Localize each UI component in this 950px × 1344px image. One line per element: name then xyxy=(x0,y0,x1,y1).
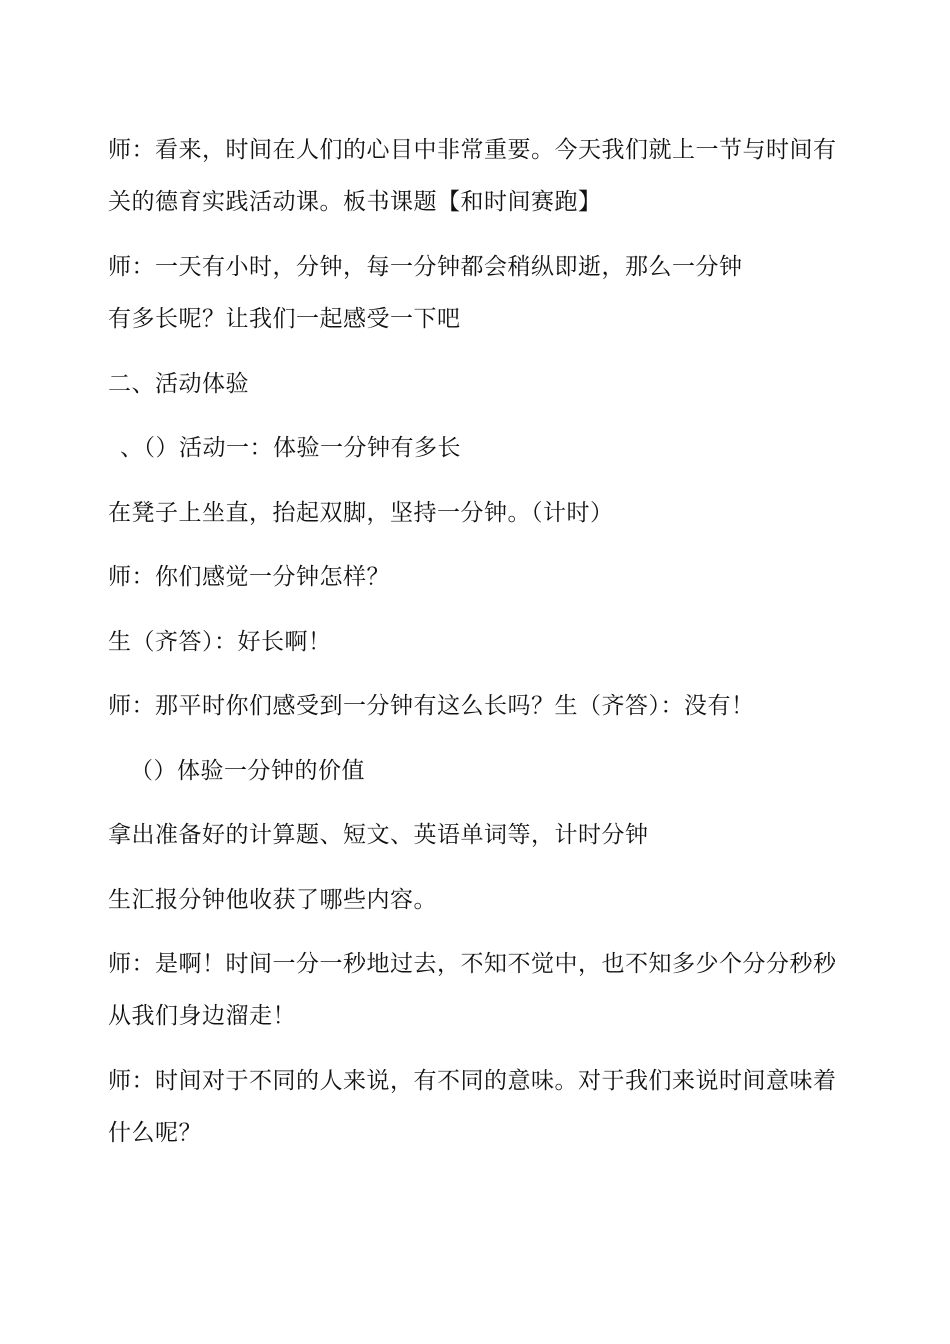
paragraph-line: 师：一天有小时，分钟，每一分钟都会稍纵即逝，那么一分钟 xyxy=(108,254,743,280)
paragraph-line: 拿出准备好的计算题、短文、英语单词等，计时分钟 xyxy=(108,822,649,848)
paragraph-line: 关的德育实践活动课。板书课题【和时间赛跑】 xyxy=(108,189,602,215)
paragraph-line: 在凳子上坐直，抬起双脚，坚持一分钟。（计时） xyxy=(108,500,614,526)
paragraph-line: 师：那平时你们感受到一分钟有这么长吗？生（齐答）：没有！ xyxy=(108,693,755,719)
subsection-heading: （）体验一分钟的价值 xyxy=(130,758,365,784)
paragraph-line: 有多长呢？让我们一起感受一下吧 xyxy=(108,306,461,332)
paragraph-line: 从我们身边溜走！ xyxy=(108,1003,296,1029)
paragraph-line: 师：是啊！时间一分一秒地过去，不知不觉中，也不知多少个分分秒秒 xyxy=(108,951,837,977)
section-heading: 二、活动体验 xyxy=(108,371,249,397)
paragraph-line: 师：时间对于不同的人来说，有不同的意味。对于我们来说时间意味着 xyxy=(108,1068,837,1094)
paragraph-line: 生汇报分钟他收获了哪些内容。 xyxy=(108,887,437,913)
paragraph-line: 师：看来，时间在人们的心目中非常重要。今天我们就上一节与时间有 xyxy=(108,137,837,163)
subsection-heading: 、（）活动一：体验一分钟有多长 xyxy=(120,435,461,461)
paragraph-line: 什么呢？ xyxy=(108,1120,202,1146)
paragraph-line: 生（齐答）：好长啊！ xyxy=(108,629,332,655)
paragraph-line: 师：你们感觉一分钟怎样？ xyxy=(108,564,390,590)
